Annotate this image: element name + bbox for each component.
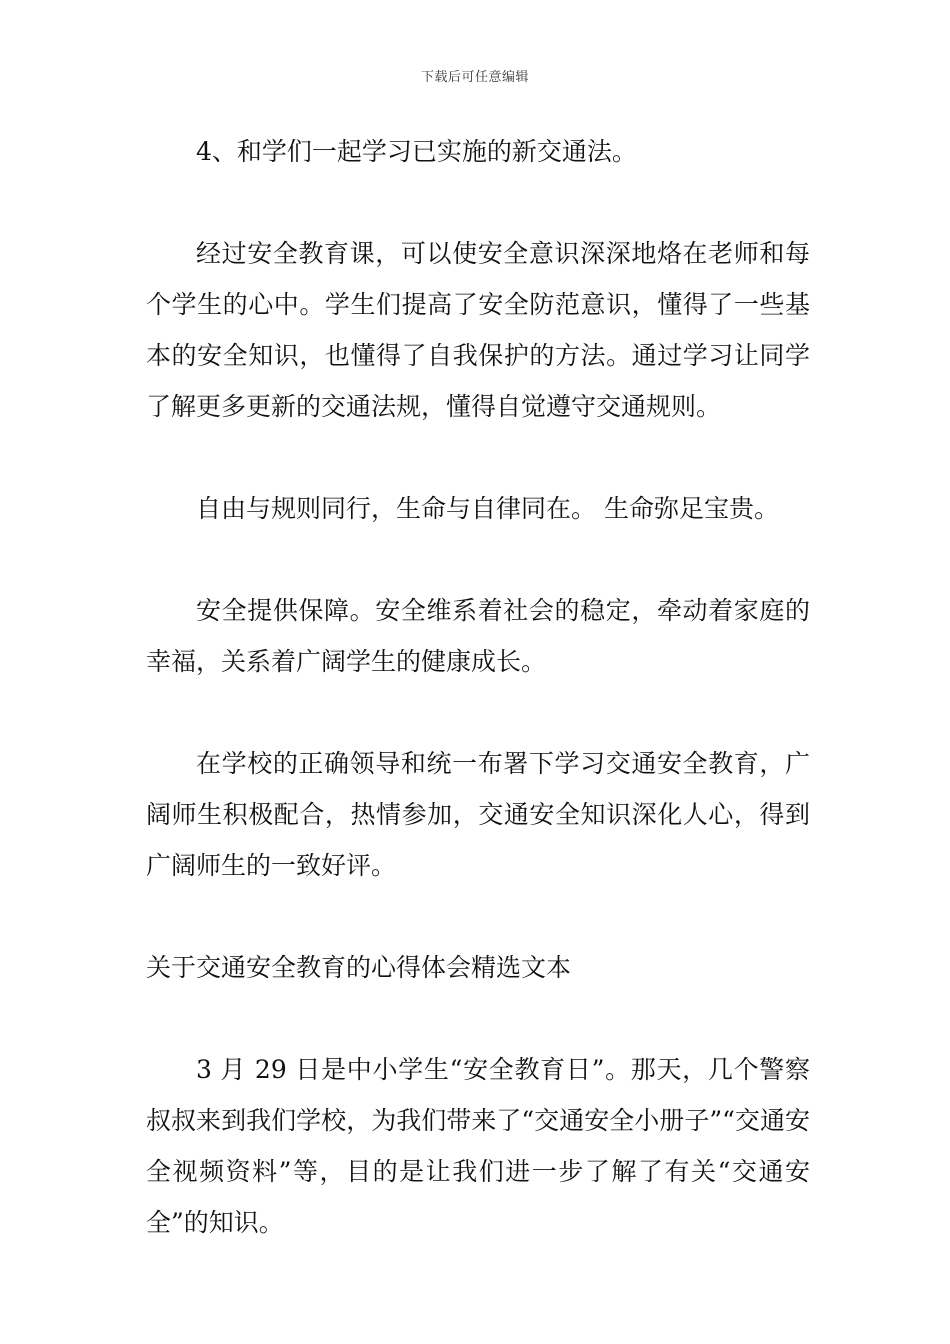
paragraph-safety-guarantee: 安全提供保障。安全维系着社会的稳定，牵动着家庭的幸福，关系着广阔学生的健康成长。: [146, 596, 810, 676]
paragraph-school-leadership: 在学校的正确领导和统一布署下学习交通安全教育，广阔师生积极配合，热情参加，交通安全知识深化人心，得到广阔师生的一致好评。: [146, 749, 810, 880]
paragraph-gap: [146, 891, 810, 942]
paragraph-safety-class: 经过安全教育课，可以使安全意识深深地烙在老师和每个学生的心中。学生们提高了安全防范意识，懂得了一些基本的安全知识，也懂得了自我保护的方法。通过学习让同学了解更多更新的交通法规，懂得自觉遵守交通规则。: [146, 239, 810, 421]
section-heading: 关于交通安全教育的心得体会精选文本: [146, 953, 572, 982]
paragraph-gap: [146, 687, 810, 738]
page-header: 下载后可任意编辑: [420, 70, 529, 85]
paragraph-freedom-rules: 自由与规则同行，生命与自律同在。 生命弥足宝贵。: [196, 494, 779, 523]
paragraph-safety-education-day: 3 月 29 日是中小学生“安全教育日”。那天，几个警察叔叔来到我们学校，为我们带来了“交通安全小册子”“交通安全视频资料”等，目的是让我们进一步了解了有关“交通安全”的知识。: [146, 1055, 810, 1237]
document-body: [146, 126, 810, 1248]
paragraph-gap: [146, 993, 810, 1044]
paragraph-gap: [146, 177, 810, 228]
paragraph-new-traffic-law: 4、和学们一起学习已实施的新交通法。: [196, 137, 637, 166]
paragraph-gap: [146, 534, 810, 585]
paragraph-gap: [146, 432, 810, 483]
